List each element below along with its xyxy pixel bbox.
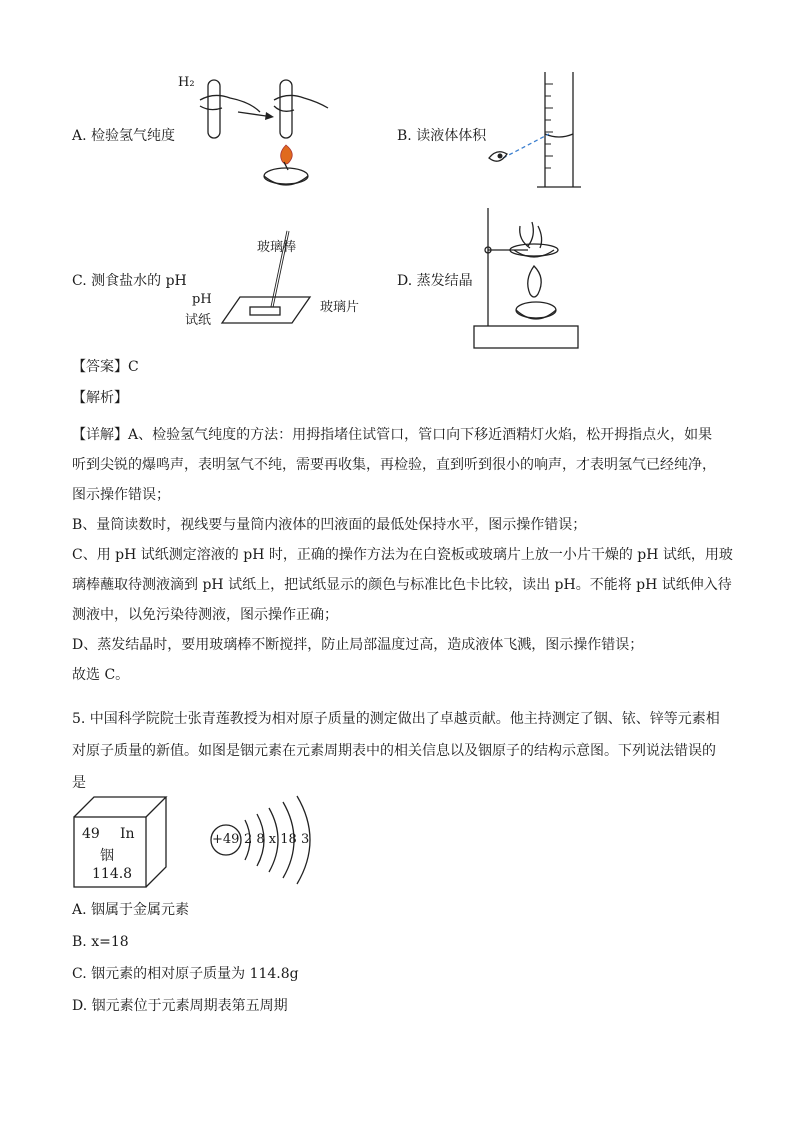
q5-option-a: A. 铟属于金属元素 — [72, 902, 190, 918]
detail-line: 听到尖锐的爆鸣声，表明氢气不纯，需要再收集，再检验，直到听到很小的响声，才表明氢气已经纯净， — [72, 457, 716, 473]
detail-line: B、量筒读数时，视线要与量筒内液体的凹液面的最低处保持水平，图示操作错误； — [72, 517, 587, 533]
answer-line — [72, 357, 139, 377]
detail-block — [72, 420, 733, 690]
atom-nucleus: +49 — [212, 832, 240, 847]
label-test-paper: 试纸 — [185, 313, 212, 328]
figure-d-evaporation — [474, 206, 584, 351]
answer-tag: 【答案】 — [72, 359, 128, 375]
q5-option-d: D. 铟元素位于元素周期表第五周期 — [72, 998, 288, 1014]
label-glass-rod: 玻璃棒 — [257, 240, 297, 255]
element-number: 49 — [82, 826, 100, 842]
detail-tag: 【详解】 — [72, 427, 128, 443]
figure-b-cylinder — [485, 72, 585, 197]
option-d: D. 蒸发结晶 — [397, 273, 473, 289]
question-5-stem — [72, 703, 720, 799]
detail-line: C、用 pH 试纸测定溶液的 pH 时，正确的操作方法为在白瓷板或玻璃片上放一小片干燥的 pH 试纸，用玻 — [72, 547, 733, 563]
q5-option-b: B. x=18 — [72, 934, 129, 950]
question-line: 是 — [72, 775, 86, 791]
detail-line: 图示操作错误； — [72, 487, 170, 503]
element-mass: 114.8 — [92, 866, 133, 882]
question-line: 对原子质量的新值。如图是铟元素在元素周期表中的相关信息以及铟原子的结构示意图。下列说法错误的 — [72, 743, 716, 759]
option-a: A. 检验氢气纯度 — [72, 128, 176, 144]
label-h2: H₂ — [178, 75, 195, 90]
detail-line: D、蒸发结晶时，要用玻璃棒不断搅拌，防止局部温度过高，造成液体飞溅，图示操作错误； — [72, 637, 644, 653]
figure-a-hydrogen-test — [170, 70, 340, 195]
question-line: 5. 中国科学院院士张青莲教授为相对原子质量的测定做出了卓越贡献。他主持测定了铟、铱、锌等元素相 — [72, 711, 720, 727]
label-ph: pH — [192, 292, 212, 307]
option-c: C. 测食盐水的 pH — [72, 273, 187, 289]
detail-line: 璃棒蘸取待测液滴到 pH 试纸上，把试纸显示的颜色与标准比色卡比较，读出 pH。不能将 pH 试纸伸入待 — [72, 577, 732, 593]
answer-value: C — [128, 359, 139, 375]
option-b: B. 读液体体积 — [397, 128, 487, 144]
element-name: 铟 — [100, 848, 114, 864]
label-glass-slide: 玻璃片 — [320, 300, 360, 315]
element-symbol: In — [120, 826, 135, 842]
q5-option-c: C. 铟元素的相对原子质量为 114.8g — [72, 966, 299, 982]
detail-line: 故选 C。 — [72, 667, 130, 683]
detail-line: 测液中，以免污染待测液，图示操作正确； — [72, 607, 338, 623]
atom-shells: 2 8 x 18 3 — [244, 832, 310, 847]
analysis-tag: 【解析】 — [72, 390, 128, 406]
detail-line: 【详解】A、检验氢气纯度的方法：用拇指堵住试管口，管口向下移近酒精灯火焰，松开拇指点火，如果 — [72, 427, 713, 443]
